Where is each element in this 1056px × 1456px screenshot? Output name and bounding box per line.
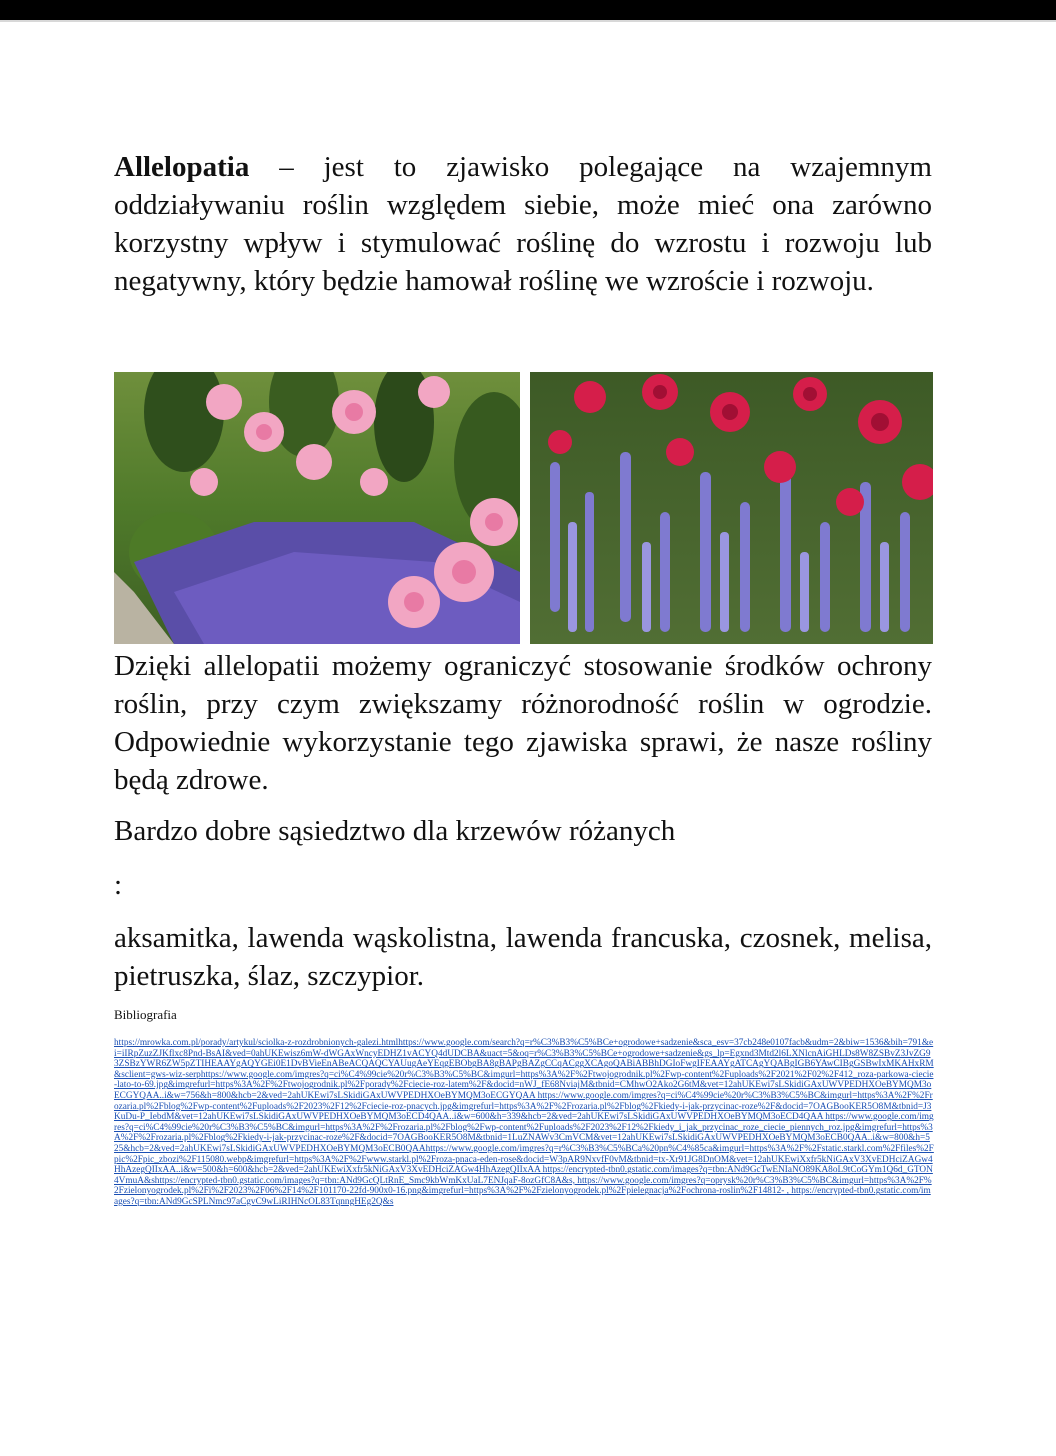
neighbors-list: aksamitka, lawenda wąskolistna, lawenda francuska, czosnek, melisa, pietruszka, ślaz, szczypior. bbox=[114, 922, 932, 992]
red-roses-lavender-photo bbox=[530, 372, 933, 644]
rose-lavender-garden-photo bbox=[114, 372, 520, 644]
intro-paragraph bbox=[114, 148, 932, 300]
neighbors-heading: Bardzo dobre sąsiedztwo dla krzewów różanych bbox=[114, 815, 676, 847]
intro-section bbox=[114, 148, 932, 300]
bibliography-title: Bibliografia bbox=[114, 1007, 177, 1022]
viewer-top-bar-edge bbox=[0, 20, 1056, 22]
viewer-top-bar bbox=[0, 0, 1056, 20]
bibliography-link-group-1[interactable]: https://mrowka.com.pl/porady/artykul/sciolka-z-rozdrobnionych-galezi.htmlhttps://www.google.com/search?q=r%C3%B3%C5%BCe+ogrodowe+sadzenie&sca_esv=37cb248e0107facb&udm=2&biw=1536&bih=791&ei=iIRpZuzZJKflxc8Pnd-BsAI&ved=0ahUKEwisz6mW-dWGAxWncyEDHZ1vACYQ4dUDCBA&uact=5&oq=r%C3%B3%C5%BCe+ogrodowe+sadzenie&gs_lp=Egxnd3Mtd2l6LXNlcnAiGHLDs8W8ZSBvZ3JvZG93ZSBzYWR6ZW5pZTIHEAAYgAQYGEi0E1DvBVieEnABeACQAQCYAUugAeYEqgEBObgBA8gBAPgBAZgCCqACggXCAgoQABiABBhDGIoFwgIFEAAYgATCAgYQABgIGB6YAwCIBgGSBwIxMKAHxRM&sclient=gws-wiz-serphttps://www.google.com/imgres?q=ci%C4%99cie%20r%C3%B3%C5%BC&imgurl=https%3A%2F%2Ftwojogrodnik.pl%2Fwp-content%2Fuploads%2F2021%2F02%2F412_roza-parkowa-ciecie-lato-to-69.jpg&imgrefurl=https%3A%2F%2Ftwojogrodnik.pl%2Fporady%2Fciecie-roz-latem%2F&docid=nWJ_fE68NviajM&tbnid=CMhwO2Ako2G6tM&vet=12ahUKEwi7sLSkidiGAxUWVPEDHXOeBYMQM3oECGYQAA..i&w=756&h=800&hcb=2&ved=2ahUKEwi7sLSkidiGAxUWVPEDHXOeBYMQM3oECGYQAA bbox=[114, 1038, 934, 1101]
bibliography-link-group-2[interactable]: https://www.google.com/imgres?q=ci%C4%99cie%20r%C3%B3%C5%BC&imgurl=https%3A%2F%2Frozaria.pl%2Fblog%2Fwp-content%2Fuploads%2F2023%2F12%2Fciecie-roz-pnacych.jpg&imgrefurl=https%3A%2F%2Frozaria.pl%2Fblog%2Fkiedy-i-jak-przycinac-roze%2F&docid=7OAGBooKER5O8M&tbnid=J3KuDu-P_IebdM&vet=12ahUKEwi7sLSkidiGAxUWVPEDHXOeBYMQM3oECD4QAA..i&w=600&h=339&hcb=2&ved=2ahUKEwi7sLSkidiGAxUWVPEDHXOeBYMQM3oECD4QAA https://www.google.com/imgres?q=ci%C4%99cie%20r%C3%B3%C5%BC&imgurl=https%3A%2F%2Frozaria.pl%2Fblog%2Fwp-content%2Fuploads%2F2023%2F12%2Fkiedy_i_jak_przycinac_roze_ciecie_piennych_roz.jpg&imgrefurl=https%3A%2F%2Frozaria.pl%2Fblog%2Fkiedy-i-jak-przycinac-roze%2F&docid=7OAGBooKER5O8M&tbnid=1LuZNAWv3CmVCM&vet=12ahUKEwi7sLSkidiGAxUWVPEDHXOeBYMQM3oECB0QAA..i&w=800&h=525&hcb=2&ved=2ahUKEwi7sLSkidiGAxUWVPEDHXOeBYMQM3oECB0QAAhttps://www.google.com/imgres?q=r%C3%B3%C5%BCa%20pn%C4%85ca&imgurl=https%3A%2F%2Fstatic.starkl.com%2Ffiles%2Fpic%2Fpic_zbozi%2F115080.webp&imgrefurl=https%3A%2F%2Fwww.starkl.pl%2Froza-pnaca-eden-rose&docid=W3pAR9NxvfF0vM&tbnid=tx-Xr91JG8DnOM&vet=12ahUKEwiXxfr5kNiGAxV3XvEDHciZAGw4HhAzegQIIxAA..i&w=500&h=600&hcb=2&ved=2ahUKEwiXxfr5kNiGAxV3XvEDHciZAGw4HhAzegQIIxAA https://encrypted-tbn0.gstatic.com/images?q=tbn:ANd9GcTwENIaNO89KA8oL9tCoGYm1Q6d_GTON4VmuA&shttps://encrypted-tbn0.gstatic.com/images?q=tbn:ANd9GcQLtRnE_Smc9kbWmKxUaL7ENJqaF-8ozGfC8A&s, bbox=[114, 1090, 934, 1186]
red-roses-lavender-image bbox=[530, 372, 933, 644]
rose-lavender-garden-image bbox=[114, 372, 520, 644]
neighbors-colon: : bbox=[114, 869, 123, 901]
intro-text: – jest to zjawisko polegające na wzajemnym oddziaływaniu roślin względem siebie, może mieć ona zarówno korzystny wpływ i stymulować roślinę do wzrostu i rozwoju lub negatywny, który będzie hamował roślinę we wzroście i rozwoju. bbox=[114, 151, 932, 297]
bibliography-link-group-3[interactable]: https://www.google.com/imgres?q=oprysk%20r%C3%B3%C5%BC&imgurl=https%3A%2F%2Fzielonyogrodek.pl%2Fi%2F2023%2F06%2F14%2F101170-22fd-900x0-16.png&imgrefurl=https%3A%2F%2Fzielonyogrodek.pl%2Fpielegnacja%2Fochrona-roslin%2F14812- , https://encrypted-tbn0.gstatic.com/images?q=tbn:ANd9GcSPLNmc97aCgvC9wLiRIHNcOL83TqnngHEg2Q&s bbox=[114, 1175, 932, 1207]
term-allelopatia: Allelopatia bbox=[114, 151, 250, 183]
allelopathy-benefits-paragraph: Dzięki allelopatii możemy ograniczyć stosowanie środków ochrony roślin, przy czym zwiększamy różnorodność roślin w ogrodzie. Odpowiednie wykorzystanie tego zjawiska sprawi, że nasze rośliny będą zdrowe. bbox=[114, 650, 932, 796]
photos-row bbox=[114, 372, 933, 644]
bibliography-links bbox=[114, 1038, 934, 1208]
